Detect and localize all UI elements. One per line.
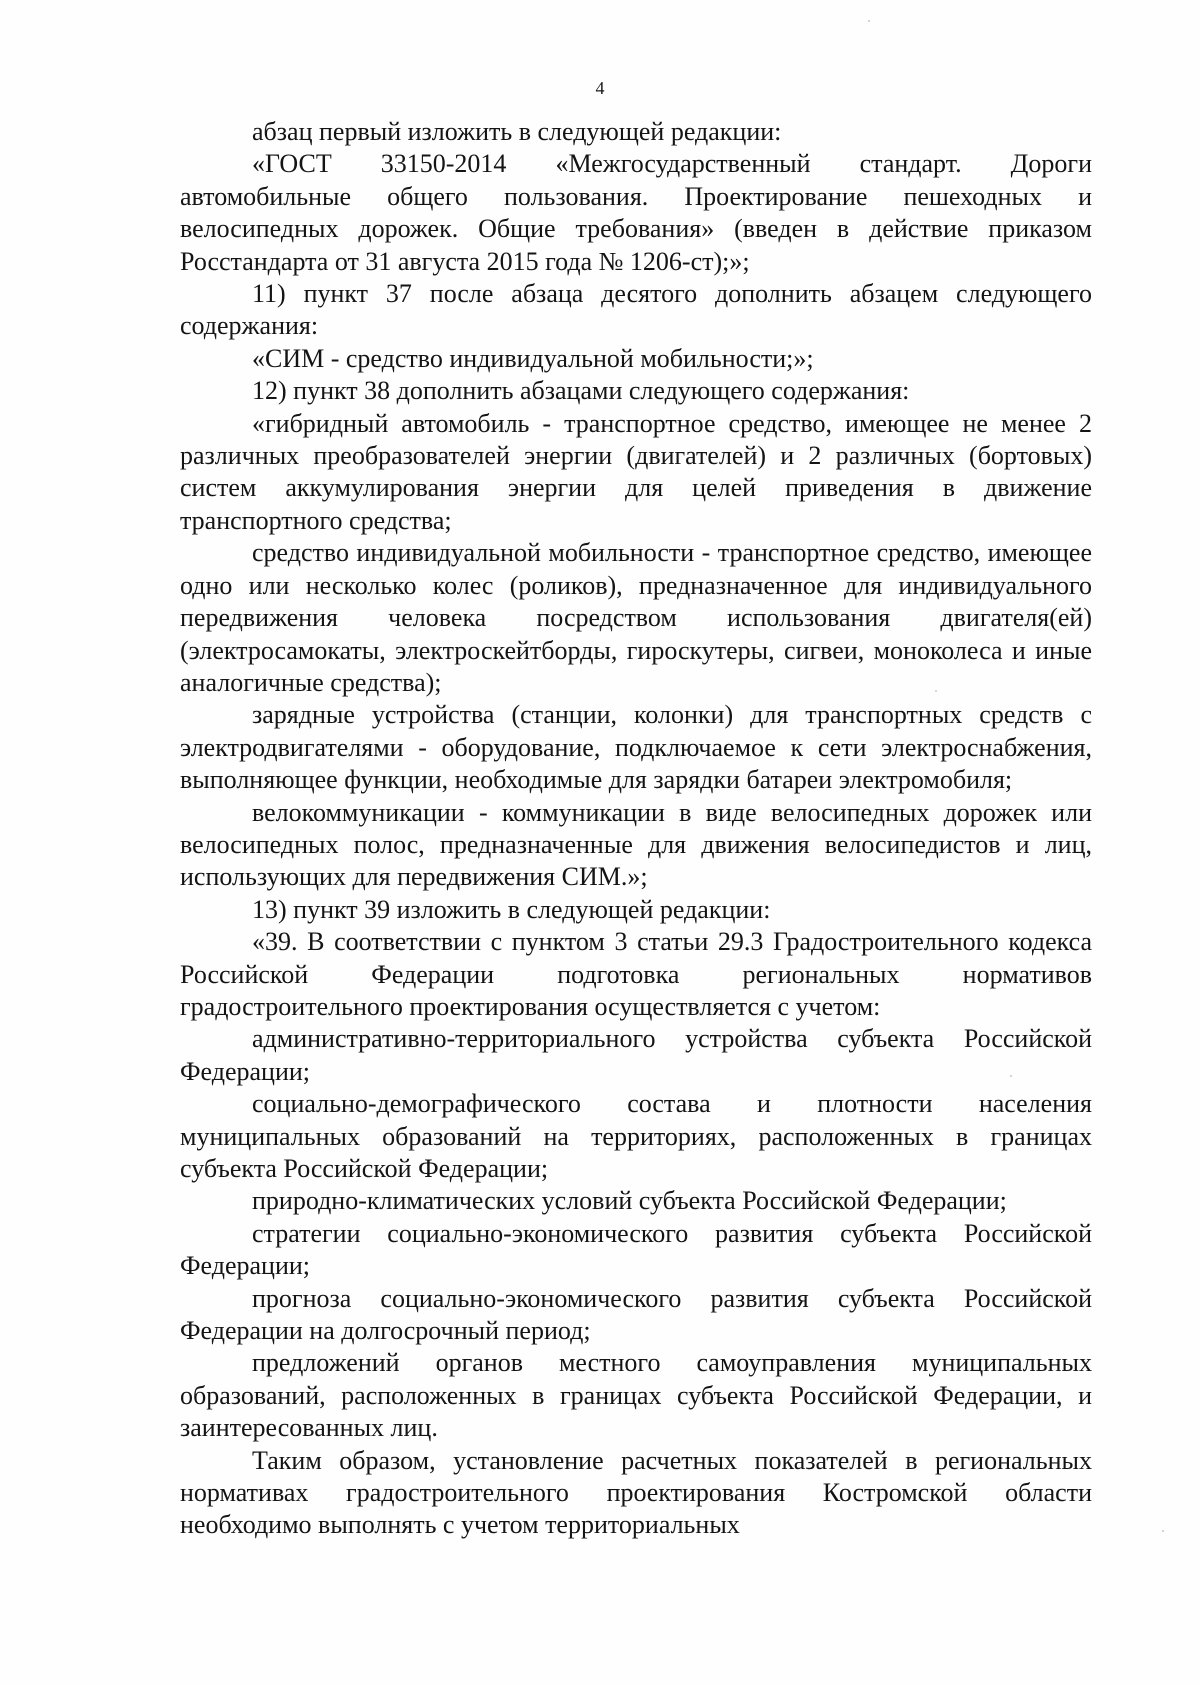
paragraph-item-13: 13) пункт 39 изложить в следующей редакции: bbox=[252, 894, 771, 924]
paragraph-strategy: стратегии социально-экономического развития субъекта Российской Федерации; bbox=[180, 1218, 1092, 1281]
paragraph-hybrid-car: «гибридный автомобиль - транспортное средство, имеющее не менее 2 различных преобразователей энергии (двигателей) и 2 различных (бортовых) систем аккумулирования энергии для целей приведения в движение транспортного средства; bbox=[180, 408, 1092, 535]
paragraph-velocommunications: велокоммуникации - коммуникации в виде велосипедных дорожек или велосипедных полос, предназначенные для движения велосипедистов и лиц, использующих для передвижения СИМ.»; bbox=[180, 797, 1092, 892]
paragraph-admin-territorial: административно-территориального устройства субъекта Российской Федерации; bbox=[180, 1024, 1092, 1086]
paragraph-mobility-device: средство индивидуальной мобильности - транспортное средство, имеющее одно или несколько колес (роликов), предназначенное для индивидуального передвижения человека посредством использования двигателя(ей) (электросамокаты, электроскейтборды, гироскутеры, сигвеи, моноколеса и иные аналогичные средства); bbox=[180, 538, 1092, 697]
paragraph-gost: «ГОСТ 33150-2014 «Межгосударственный стандарт. Дороги автомобильные общего пользования. Проектирование пешеходных и велосипедных дорожек. Общие требования» (введен в действие приказом Росстандарта от 31 августа 2015 года № 1206-ст);»; bbox=[180, 149, 1092, 276]
scan-artifact bbox=[1162, 1530, 1164, 1532]
paragraph-item-12: 12) пункт 38 дополнить абзацами следующего содержания: bbox=[252, 376, 910, 406]
page-number: 4 bbox=[595, 78, 605, 98]
paragraph-sim-definition: «СИМ - средство индивидуальной мобильности;»; bbox=[252, 343, 814, 373]
paragraph-conclusion: Таким образом, установление расчетных показателей в региональных нормативах градостроительного проектирования Костромской области необходимо выполнять с учетом территориальных bbox=[180, 1445, 1092, 1540]
paragraph-forecast: прогноза социально-экономического развития субъекта Российской Федерации на долгосрочный период; bbox=[180, 1283, 1092, 1346]
paragraph-item-39: «39. В соответствии с пунктом 3 статьи 29.3 Градостроительного кодекса Российской Федерации подготовка региональных нормативов градостроительного проектирования осуществляется с учетом: bbox=[180, 927, 1092, 1021]
scan-artifact bbox=[868, 20, 870, 22]
paragraph-charging-stations: зарядные устройства (станции, колонки) для транспортных средств с электродвигателями - оборудование, подключаемое к сети электроснабжения, выполняющее функции, необходимые для зарядки батареи электромобиля; bbox=[180, 700, 1092, 795]
scan-artifact bbox=[1010, 1075, 1012, 1077]
paragraph-intro: абзац первый изложить в следующей редакции: bbox=[252, 117, 782, 146]
paragraph-proposals: предложений органов местного самоуправления муниципальных образований, расположенных в границах субъекта Российской Федерации, и заинтересованных лиц. bbox=[180, 1348, 1092, 1443]
document-body bbox=[180, 116, 1092, 1542]
paragraph-item-11: 11) пункт 37 после абзаца десятого дополнить абзацем следующего содержания: bbox=[180, 279, 1092, 341]
paragraph-socio-demographic: социально-демографического состава и плотности населения муниципальных образований на территориях, расположенных в границах субъекта Российской Федерации; bbox=[180, 1089, 1092, 1183]
scan-artifact bbox=[935, 690, 937, 692]
paragraph-climate: природно-климатических условий субъекта Российской Федерации; bbox=[252, 1186, 1007, 1216]
